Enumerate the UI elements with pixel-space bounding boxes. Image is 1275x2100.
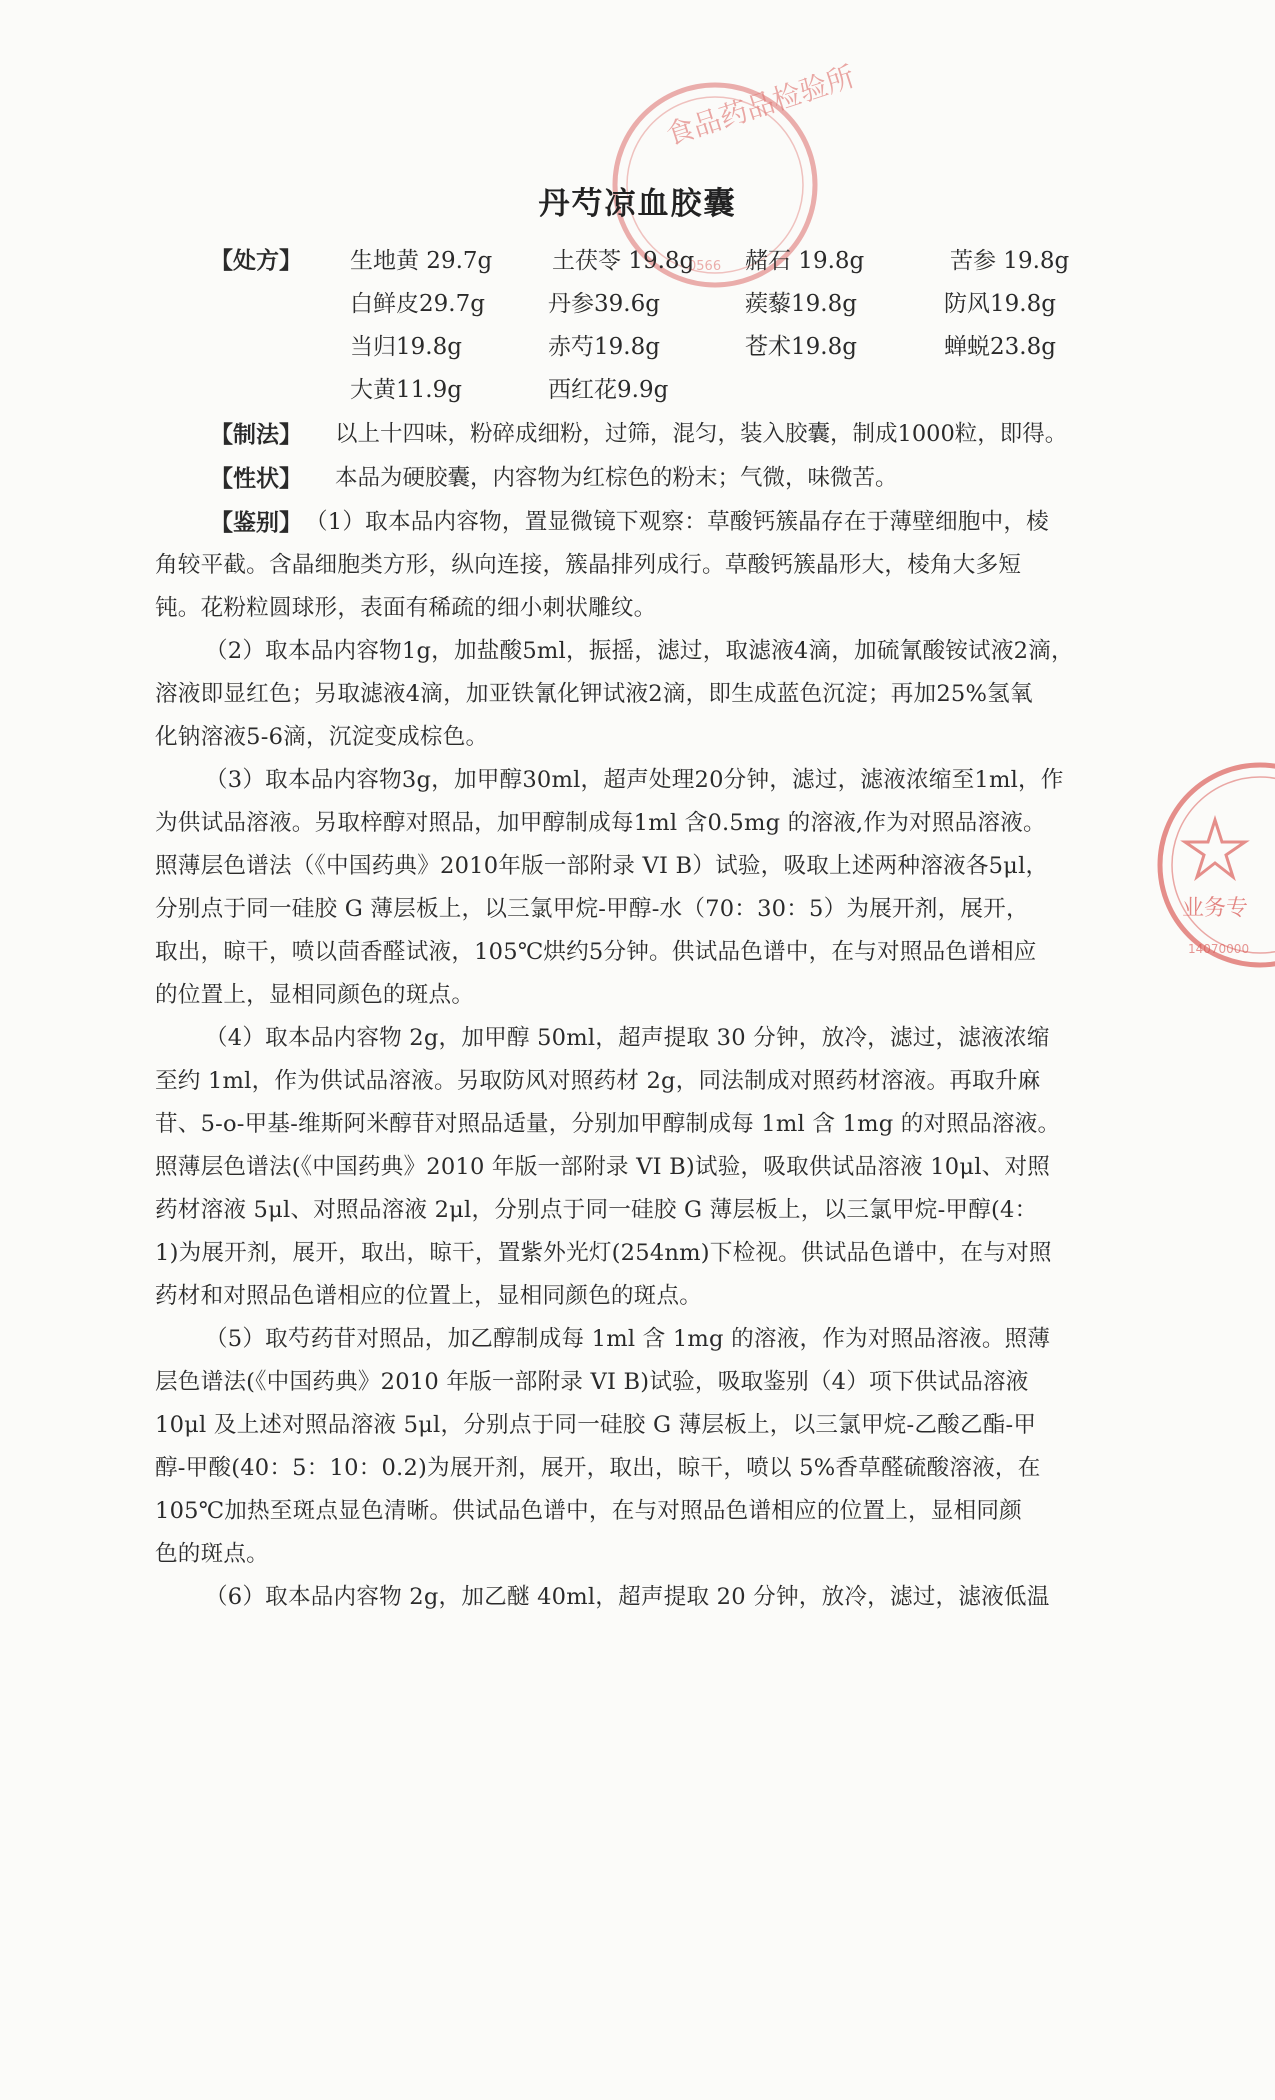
stamp-right-number: 14070000 [1188, 942, 1250, 956]
stamp-right-text: 业务专 [1182, 896, 1249, 921]
identification-line: 分别点于同一硅胶 G 薄层板上，以三氯甲烷-甲醇-水（70：30：5）为展开剂，展开， [155, 896, 1029, 922]
identification-line: 溶液即显红色；另取滤液4滴，加亚铁氰化钾试液2滴，即生成蓝色沉淀；再加25%氢氧 [155, 681, 1033, 707]
identification-line: （2）取本品内容物1g，加盐酸5ml，振摇，滤过，取滤液4滴，加硫氰酸铵试液2滴， [205, 638, 1074, 664]
ingredient: 生地黄 29.7g [350, 248, 493, 274]
identification-line: （5）取芍药苷对照品，加乙醇制成每 1ml 含 1mg 的溶液，作为对照品溶液。照薄 [205, 1326, 1051, 1352]
identification-line: 至约 1ml，作为供试品溶液。另取防风对照药材 2g，同法制成对照药材溶液。再取升麻 [155, 1068, 1041, 1094]
identification-line: 取出，晾干，喷以茴香醛试液，105℃烘约5分钟。供试品色谱中，在与对照品色谱相应 [155, 939, 1037, 965]
method-text: 以上十四味，粉碎成细粉，过筛，混匀，装入胶囊，制成1000粒，即得。 [335, 421, 1068, 447]
identification-label: 【鉴别】 [210, 510, 302, 536]
ingredient: 土茯苓 19.8g [552, 248, 695, 274]
identification-line: 10μl 及上述对照品溶液 5μl，分别点于同一硅胶 G 薄层板上，以三氯甲烷-乙酸乙酯-甲 [155, 1412, 1037, 1438]
identification-line: 照薄层色谱法（《中国药典》2010年版一部附录 VI B）试验，吸取上述两种溶液各5μl， [155, 853, 1049, 879]
ingredient: 丹参39.6g [548, 291, 660, 317]
ingredient: 防风19.8g [944, 291, 1056, 317]
stamp-top-text: 食品药品检验所 [661, 59, 859, 152]
prescription-label: 【处方】 [210, 248, 302, 274]
identification-line: 105℃加热至斑点显色清晰。供试品色谱中，在与对照品色谱相应的位置上，显相同颜 [155, 1498, 1022, 1524]
identification-line: 为供试品溶液。另取梓醇对照品，加甲醇制成每1ml 含0.5mg 的溶液,作为对照品溶液。 [155, 810, 1046, 836]
stamp-top-number: 0566 [688, 259, 722, 274]
identification-line: 醇-甲酸(40：5：10：0.2)为展开剂，展开，取出，晾干，喷以 5%香草醛硫酸溶液，在 [155, 1455, 1041, 1481]
identification-line: （1）取本品内容物，置显微镜下观察：草酸钙簇晶存在于薄壁细胞中，棱 [305, 509, 1049, 535]
identification-line: 苷、5-o-甲基-维斯阿米醇苷对照品适量，分别加甲醇制成每 1ml 含 1mg 的对照品溶液。 [155, 1111, 1061, 1137]
ingredient: 蒺藜19.8g [745, 291, 857, 317]
ingredient: 蝉蜕23.8g [944, 334, 1056, 360]
identification-line: 色的斑点。 [155, 1541, 269, 1567]
identification-line: 的位置上，显相同颜色的斑点。 [155, 982, 475, 1008]
ingredient: 大黄11.9g [350, 377, 462, 403]
ingredient: 苦参 19.8g [950, 248, 1070, 274]
identification-line: （3）取本品内容物3g，加甲醇30ml，超声处理20分钟，滤过，滤液浓缩至1ml，作 [205, 767, 1064, 793]
identification-line: （6）取本品内容物 2g，加乙醚 40ml，超声提取 20 分钟，放冷，滤过，滤液低温 [205, 1584, 1050, 1610]
identification-line: 照薄层色谱法(《中国药典》2010 年版一部附录 VI B)试验，吸取供试品溶液 10μl、对照 [155, 1154, 1051, 1180]
identification-line: 钝。花粉粒圆球形，表面有稀疏的细小刺状雕纹。 [155, 595, 657, 621]
identification-line: 角较平截。含晶细胞类方形，纵向连接，簇晶排列成行。草酸钙簇晶形大，棱角大多短 [155, 552, 1022, 578]
properties-label: 【性状】 [210, 466, 302, 492]
method-label: 【制法】 [210, 422, 302, 448]
page-title: 丹芍凉血胶囊 [538, 186, 737, 222]
ingredient: 赭石 19.8g [745, 248, 865, 274]
stamp-right-seal [1140, 750, 1275, 980]
identification-line: 1)为展开剂，展开，取出，晾干，置紫外光灯(254nm)下检视。供试品色谱中，在与对照 [155, 1240, 1052, 1266]
identification-line: 药材溶液 5μl、对照品溶液 2μl，分别点于同一硅胶 G 薄层板上，以三氯甲烷-甲醇(4： [155, 1197, 1038, 1223]
ingredient: 白鲜皮29.7g [350, 291, 485, 317]
identification-line: （4）取本品内容物 2g，加甲醇 50ml，超声提取 30 分钟，放冷，滤过，滤液浓缩 [205, 1025, 1050, 1051]
star-icon [1185, 820, 1245, 877]
identification-line: 药材和对照品色谱相应的位置上，显相同颜色的斑点。 [155, 1283, 703, 1309]
properties-text: 本品为硬胶囊，内容物为红棕色的粉末；气微，味微苦。 [335, 465, 898, 491]
ingredient: 苍术19.8g [745, 334, 857, 360]
ingredient: 西红花9.9g [548, 377, 669, 403]
ingredient: 当归19.8g [350, 334, 462, 360]
identification-line: 化钠溶液5-6滴，沉淀变成棕色。 [155, 724, 489, 750]
ingredient: 赤芍19.8g [548, 334, 660, 360]
identification-line: 层色谱法(《中国药典》2010 年版一部附录 VI B)试验，吸取鉴别（4）项下供试品溶液 [155, 1369, 1029, 1395]
